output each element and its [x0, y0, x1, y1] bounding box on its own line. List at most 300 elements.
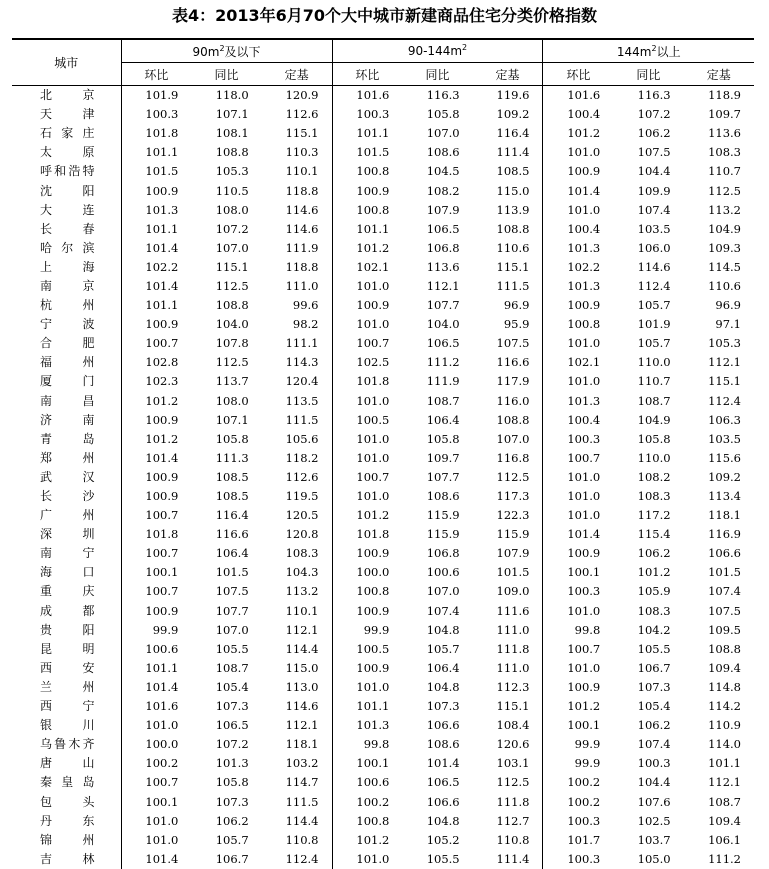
index-value: 111.5: [285, 412, 319, 427]
index-value: 100.9: [543, 162, 613, 181]
index-value: 114.0: [708, 737, 741, 752]
city-name: 丹东: [40, 813, 95, 828]
index-value: 101.4: [426, 756, 460, 771]
index-value: 101.5: [332, 143, 402, 162]
index-value: 101.2: [543, 697, 613, 716]
table-row: [12, 678, 754, 697]
index-value: 100.8: [332, 201, 402, 220]
index-value: 116.9: [708, 527, 741, 542]
index-value: 115.9: [426, 508, 460, 523]
index-value: 109.4: [708, 660, 741, 675]
index-value: 117.9: [496, 374, 530, 389]
index-value: 110.8: [496, 832, 530, 847]
index-value: 99.8: [543, 621, 613, 640]
index-value: 106.8: [426, 240, 460, 255]
index-value: 102.1: [332, 258, 402, 277]
index-value: 101.0: [121, 812, 191, 831]
index-value: 103.1: [496, 756, 530, 771]
index-value: 112.6: [285, 469, 319, 484]
index-value: 111.2: [708, 851, 741, 866]
index-value: 101.2: [121, 392, 191, 411]
index-value: 114.7: [285, 775, 319, 790]
city-name: 包头: [40, 794, 95, 809]
index-value: 110.7: [708, 164, 741, 179]
table-row: [12, 563, 754, 582]
index-value: 100.8: [332, 582, 402, 601]
index-value: 100.9: [332, 659, 402, 678]
city-name: 北京: [40, 88, 95, 103]
group-header-over-144: $144m^2$以上: [543, 39, 754, 63]
index-value: 100.1: [543, 716, 613, 735]
index-value: 108.8: [496, 221, 530, 236]
index-value: 108.0: [215, 202, 249, 217]
index-value: 99.6: [292, 298, 319, 313]
index-value: 106.4: [215, 546, 249, 561]
index-value: 113.6: [426, 259, 460, 274]
index-value: 110.0: [637, 450, 671, 465]
index-value: 106.5: [426, 775, 460, 790]
index-value: 100.9: [121, 468, 191, 487]
table-row: [12, 735, 754, 754]
index-value: 115.1: [496, 259, 530, 274]
table-row: [12, 449, 754, 468]
index-value: 107.2: [637, 107, 671, 122]
index-value: 108.7: [708, 794, 741, 809]
index-value: 107.3: [426, 699, 460, 714]
index-value: 100.8: [332, 812, 402, 831]
index-value: 108.1: [215, 126, 249, 141]
index-value: 114.2: [708, 699, 741, 714]
table-row: [12, 277, 754, 296]
city-name: 石家庄: [40, 126, 95, 141]
index-value: 108.7: [215, 660, 249, 675]
index-value: 100.7: [332, 334, 402, 353]
index-value: 105.5: [215, 641, 249, 656]
index-value: 111.5: [496, 278, 530, 293]
index-value: 106.8: [426, 546, 460, 561]
table-row: [12, 296, 754, 315]
index-value: 106.2: [215, 813, 249, 828]
index-value: 100.3: [121, 105, 191, 124]
city-name: 天津: [40, 107, 95, 122]
index-value: 107.7: [215, 603, 249, 618]
index-value: 106.2: [637, 718, 671, 733]
index-value: 110.3: [285, 145, 319, 160]
index-value: 108.8: [496, 412, 530, 427]
group-header-under-90: $90m^2$及以下: [121, 39, 332, 63]
index-value: 100.3: [543, 430, 613, 449]
index-value: 106.6: [708, 546, 741, 561]
index-value: 107.2: [215, 737, 249, 752]
index-value: 102.8: [121, 353, 191, 372]
index-value: 100.7: [121, 506, 191, 525]
index-value: 108.6: [426, 489, 460, 504]
table-row: [12, 525, 754, 544]
index-value: 100.9: [332, 602, 402, 621]
city-column-header: 城市: [12, 39, 121, 86]
index-value: 105.8: [426, 107, 460, 122]
index-value: 100.9: [332, 544, 402, 563]
table-row: [12, 162, 754, 181]
city-name: 沈阳: [40, 183, 95, 198]
index-value: 100.1: [332, 754, 402, 773]
index-value: 106.1: [708, 832, 741, 847]
city-name: 宁波: [40, 317, 95, 332]
index-value: 104.9: [708, 221, 741, 236]
index-value: 120.6: [496, 737, 530, 752]
index-value: 110.6: [708, 278, 741, 293]
index-value: 118.2: [285, 450, 319, 465]
table-row: [12, 411, 754, 430]
index-value: 115.9: [426, 527, 460, 542]
index-value: 101.3: [332, 716, 402, 735]
index-value: 101.0: [543, 372, 613, 391]
index-value: 107.0: [426, 126, 460, 141]
index-value: 113.4: [708, 489, 741, 504]
index-value: 120.9: [285, 88, 319, 103]
index-value: 108.6: [426, 737, 460, 752]
index-value: 108.7: [637, 393, 671, 408]
index-value: 105.7: [637, 298, 671, 313]
index-value: 105.5: [426, 851, 460, 866]
index-value: 99.9: [332, 621, 402, 640]
index-value: 112.4: [637, 278, 671, 293]
city-name: 武汉: [40, 469, 95, 484]
index-value: 113.5: [285, 393, 319, 408]
index-value: 100.2: [121, 754, 191, 773]
index-value: 109.3: [708, 240, 741, 255]
index-value: 108.0: [215, 393, 249, 408]
subcol-header: 环比: [543, 63, 613, 86]
index-value: 101.1: [332, 697, 402, 716]
index-value: 100.3: [543, 812, 613, 831]
city-name: 杭州: [40, 298, 95, 313]
index-value: 108.6: [426, 145, 460, 160]
table-row: [12, 220, 754, 239]
index-value: 110.9: [708, 718, 741, 733]
index-value: 111.4: [496, 851, 530, 866]
index-value: 104.2: [637, 622, 671, 637]
index-value: 118.9: [708, 88, 741, 103]
index-value: 113.9: [496, 202, 530, 217]
index-value: 102.2: [543, 258, 613, 277]
table-row: [12, 621, 754, 640]
index-value: 107.0: [426, 584, 460, 599]
index-value: 115.4: [637, 527, 671, 542]
index-value: 105.8: [637, 431, 671, 446]
index-value: 101.0: [543, 201, 613, 220]
index-value: 109.7: [708, 107, 741, 122]
index-value: 105.2: [426, 832, 460, 847]
index-value: 101.0: [543, 143, 613, 162]
index-value: 101.1: [121, 143, 191, 162]
index-value: 104.8: [426, 679, 460, 694]
index-value: 108.4: [496, 718, 530, 733]
index-value: 104.9: [637, 412, 671, 427]
index-value: 119.5: [285, 489, 319, 504]
index-value: 106.4: [426, 412, 460, 427]
table-row: [12, 602, 754, 621]
index-value: 107.5: [215, 584, 249, 599]
index-value: 111.8: [496, 794, 530, 809]
table-row: [12, 239, 754, 258]
table-row: [12, 506, 754, 525]
subcol-header: 定基: [473, 63, 543, 86]
index-value: 97.1: [715, 317, 741, 332]
index-value: 105.0: [637, 851, 671, 866]
index-value: 107.7: [426, 469, 460, 484]
table-row: [12, 640, 754, 659]
index-value: 117.2: [637, 508, 671, 523]
index-value: 111.8: [496, 641, 530, 656]
index-value: 109.2: [708, 469, 741, 484]
index-value: 112.5: [496, 469, 530, 484]
city-name: 厦门: [40, 374, 95, 389]
index-value: 112.1: [426, 278, 460, 293]
index-value: 101.2: [332, 239, 402, 258]
index-value: 101.0: [332, 449, 402, 468]
index-value: 107.3: [215, 699, 249, 714]
index-value: 99.9: [543, 735, 613, 754]
index-value: 107.1: [215, 412, 249, 427]
index-value: 109.2: [496, 107, 530, 122]
index-value: 116.6: [496, 355, 530, 370]
index-value: 105.6: [285, 431, 319, 446]
city-name: 乌鲁木齐: [40, 737, 95, 752]
index-value: 107.2: [215, 221, 249, 236]
index-value: 101.2: [543, 124, 613, 143]
index-value: 100.9: [121, 181, 191, 200]
table-row: [12, 334, 754, 353]
index-value: 101.0: [121, 716, 191, 735]
index-value: 101.2: [637, 565, 671, 580]
index-value: 118.1: [285, 737, 319, 752]
city-name: 长沙: [40, 489, 95, 504]
index-value: 113.7: [215, 374, 249, 389]
index-value: 101.0: [543, 468, 613, 487]
index-value: 119.6: [496, 88, 530, 103]
index-value: 111.2: [426, 355, 460, 370]
index-value: 106.5: [215, 718, 249, 733]
index-value: 105.4: [637, 699, 671, 714]
index-value: 100.9: [543, 678, 613, 697]
index-value: 114.5: [708, 259, 741, 274]
index-value: 112.5: [215, 355, 249, 370]
index-value: 101.0: [332, 850, 402, 869]
subcol-header: 同比: [191, 63, 261, 86]
index-value: 107.9: [496, 546, 530, 561]
index-value: 109.9: [637, 183, 671, 198]
index-value: 111.3: [215, 450, 249, 465]
table-row: [12, 430, 754, 449]
index-value: 101.0: [121, 831, 191, 850]
index-value: 110.5: [215, 183, 249, 198]
city-name: 银川: [40, 718, 95, 733]
index-value: 116.3: [426, 88, 460, 103]
index-value: 100.3: [543, 850, 613, 869]
index-value: 107.0: [496, 431, 530, 446]
index-value: 120.4: [285, 374, 319, 389]
city-name: 南昌: [40, 393, 95, 408]
index-value: 100.7: [121, 334, 191, 353]
index-value: 111.1: [285, 336, 319, 351]
index-value: 100.7: [121, 544, 191, 563]
table-row: [12, 716, 754, 735]
index-value: 107.9: [426, 202, 460, 217]
index-value: 101.8: [332, 372, 402, 391]
table-row: [12, 258, 754, 277]
index-value: 100.6: [426, 565, 460, 580]
table-row: [12, 544, 754, 563]
index-value: 113.2: [285, 584, 319, 599]
index-value: 111.0: [496, 622, 530, 637]
index-value: 102.1: [543, 353, 613, 372]
city-name: 西宁: [40, 699, 95, 714]
index-value: 100.4: [543, 411, 613, 430]
index-value: 105.8: [426, 431, 460, 446]
index-value: 115.6: [708, 450, 741, 465]
index-value: 101.3: [543, 277, 613, 296]
city-name: 大连: [40, 202, 95, 217]
index-value: 108.2: [426, 183, 460, 198]
index-value: 108.8: [215, 298, 249, 313]
table-row: [12, 468, 754, 487]
index-value: 107.1: [215, 107, 249, 122]
index-value: 107.7: [426, 298, 460, 313]
index-value: 101.0: [332, 678, 402, 697]
subcol-header: 环比: [121, 63, 191, 86]
index-value: 107.4: [426, 603, 460, 618]
index-value: 110.0: [637, 355, 671, 370]
city-name: 呼和浩特: [40, 164, 95, 179]
index-value: 100.8: [332, 162, 402, 181]
index-value: 110.8: [285, 832, 319, 847]
index-value: 100.3: [637, 756, 671, 771]
index-value: 109.4: [708, 813, 741, 828]
index-value: 105.3: [708, 336, 741, 351]
city-name: 贵阳: [40, 622, 95, 637]
index-value: 101.0: [332, 487, 402, 506]
table-row: [12, 181, 754, 200]
index-value: 107.5: [637, 145, 671, 160]
table-row: [12, 773, 754, 792]
index-value: 113.2: [708, 202, 741, 217]
index-value: 107.3: [215, 794, 249, 809]
city-name: 唐山: [40, 756, 95, 771]
index-value: 100.2: [332, 792, 402, 811]
index-value: 101.6: [543, 86, 613, 106]
table-row: [12, 201, 754, 220]
index-value: 100.8: [543, 315, 613, 334]
index-value: 95.9: [503, 317, 530, 332]
table-row: [12, 582, 754, 601]
index-value: 101.4: [543, 181, 613, 200]
index-value: 107.4: [637, 737, 671, 752]
index-value: 100.2: [543, 773, 613, 792]
index-value: 105.4: [215, 679, 249, 694]
subcol-header: 定基: [684, 63, 754, 86]
index-value: 118.8: [285, 259, 319, 274]
index-value: 106.5: [426, 336, 460, 351]
index-value: 100.6: [121, 640, 191, 659]
index-value: 107.6: [637, 794, 671, 809]
index-value: 115.1: [215, 259, 249, 274]
index-value: 105.7: [637, 336, 671, 351]
index-value: 105.8: [215, 431, 249, 446]
index-value: 114.8: [708, 679, 741, 694]
index-value: 101.0: [543, 334, 613, 353]
index-value: 110.1: [285, 603, 319, 618]
city-name: 海口: [40, 565, 95, 580]
index-value: 106.0: [637, 240, 671, 255]
index-value: 110.1: [285, 164, 319, 179]
index-value: 116.8: [496, 450, 530, 465]
index-value: 106.6: [426, 794, 460, 809]
table-row: [12, 487, 754, 506]
index-value: 100.3: [332, 105, 402, 124]
index-value: 116.3: [637, 88, 671, 103]
index-value: 103.7: [637, 832, 671, 847]
index-value: 103.2: [285, 756, 319, 771]
city-name: 广州: [40, 508, 95, 523]
index-value: 100.5: [332, 640, 402, 659]
index-value: 108.7: [426, 393, 460, 408]
index-value: 112.1: [708, 775, 741, 790]
index-value: 114.3: [285, 355, 319, 370]
index-value: 101.3: [543, 392, 613, 411]
index-value: 101.5: [121, 162, 191, 181]
index-value: 101.4: [121, 239, 191, 258]
index-value: 101.1: [332, 124, 402, 143]
index-value: 108.2: [637, 469, 671, 484]
index-value: 112.4: [285, 851, 319, 866]
index-value: 99.9: [121, 621, 191, 640]
index-value: 114.6: [285, 221, 319, 236]
city-name: 福州: [40, 355, 95, 370]
index-value: 101.7: [543, 831, 613, 850]
index-value: 100.6: [332, 773, 402, 792]
index-value: 108.8: [708, 641, 741, 656]
table-title: 表4：2013年6月70个大中城市新建商品住宅分类价格指数: [171, 6, 598, 25]
table-row: [12, 831, 754, 850]
table-row: [12, 372, 754, 391]
index-value: 113.6: [708, 126, 741, 141]
index-value: 101.0: [332, 430, 402, 449]
city-name: 吉林: [40, 851, 95, 866]
index-value: 111.6: [496, 603, 530, 618]
index-value: 100.1: [543, 563, 613, 582]
index-value: 101.2: [121, 430, 191, 449]
index-value: 114.4: [285, 813, 319, 828]
index-value: 108.5: [496, 164, 530, 179]
index-value: 104.0: [215, 317, 249, 332]
index-value: 102.3: [121, 372, 191, 391]
index-value: 112.3: [496, 679, 530, 694]
index-value: 112.5: [215, 278, 249, 293]
index-value: 101.3: [121, 201, 191, 220]
index-value: 116.0: [496, 393, 530, 408]
index-value: 107.0: [215, 240, 249, 255]
index-value: 104.3: [285, 565, 319, 580]
index-value: 111.4: [496, 145, 530, 160]
index-value: 106.5: [426, 221, 460, 236]
index-value: 106.2: [637, 126, 671, 141]
index-value: 111.0: [496, 660, 530, 675]
subcol-header: 定基: [262, 63, 332, 86]
index-value: 112.1: [708, 355, 741, 370]
city-name: 深圳: [40, 527, 95, 542]
price-index-table: [12, 38, 754, 869]
